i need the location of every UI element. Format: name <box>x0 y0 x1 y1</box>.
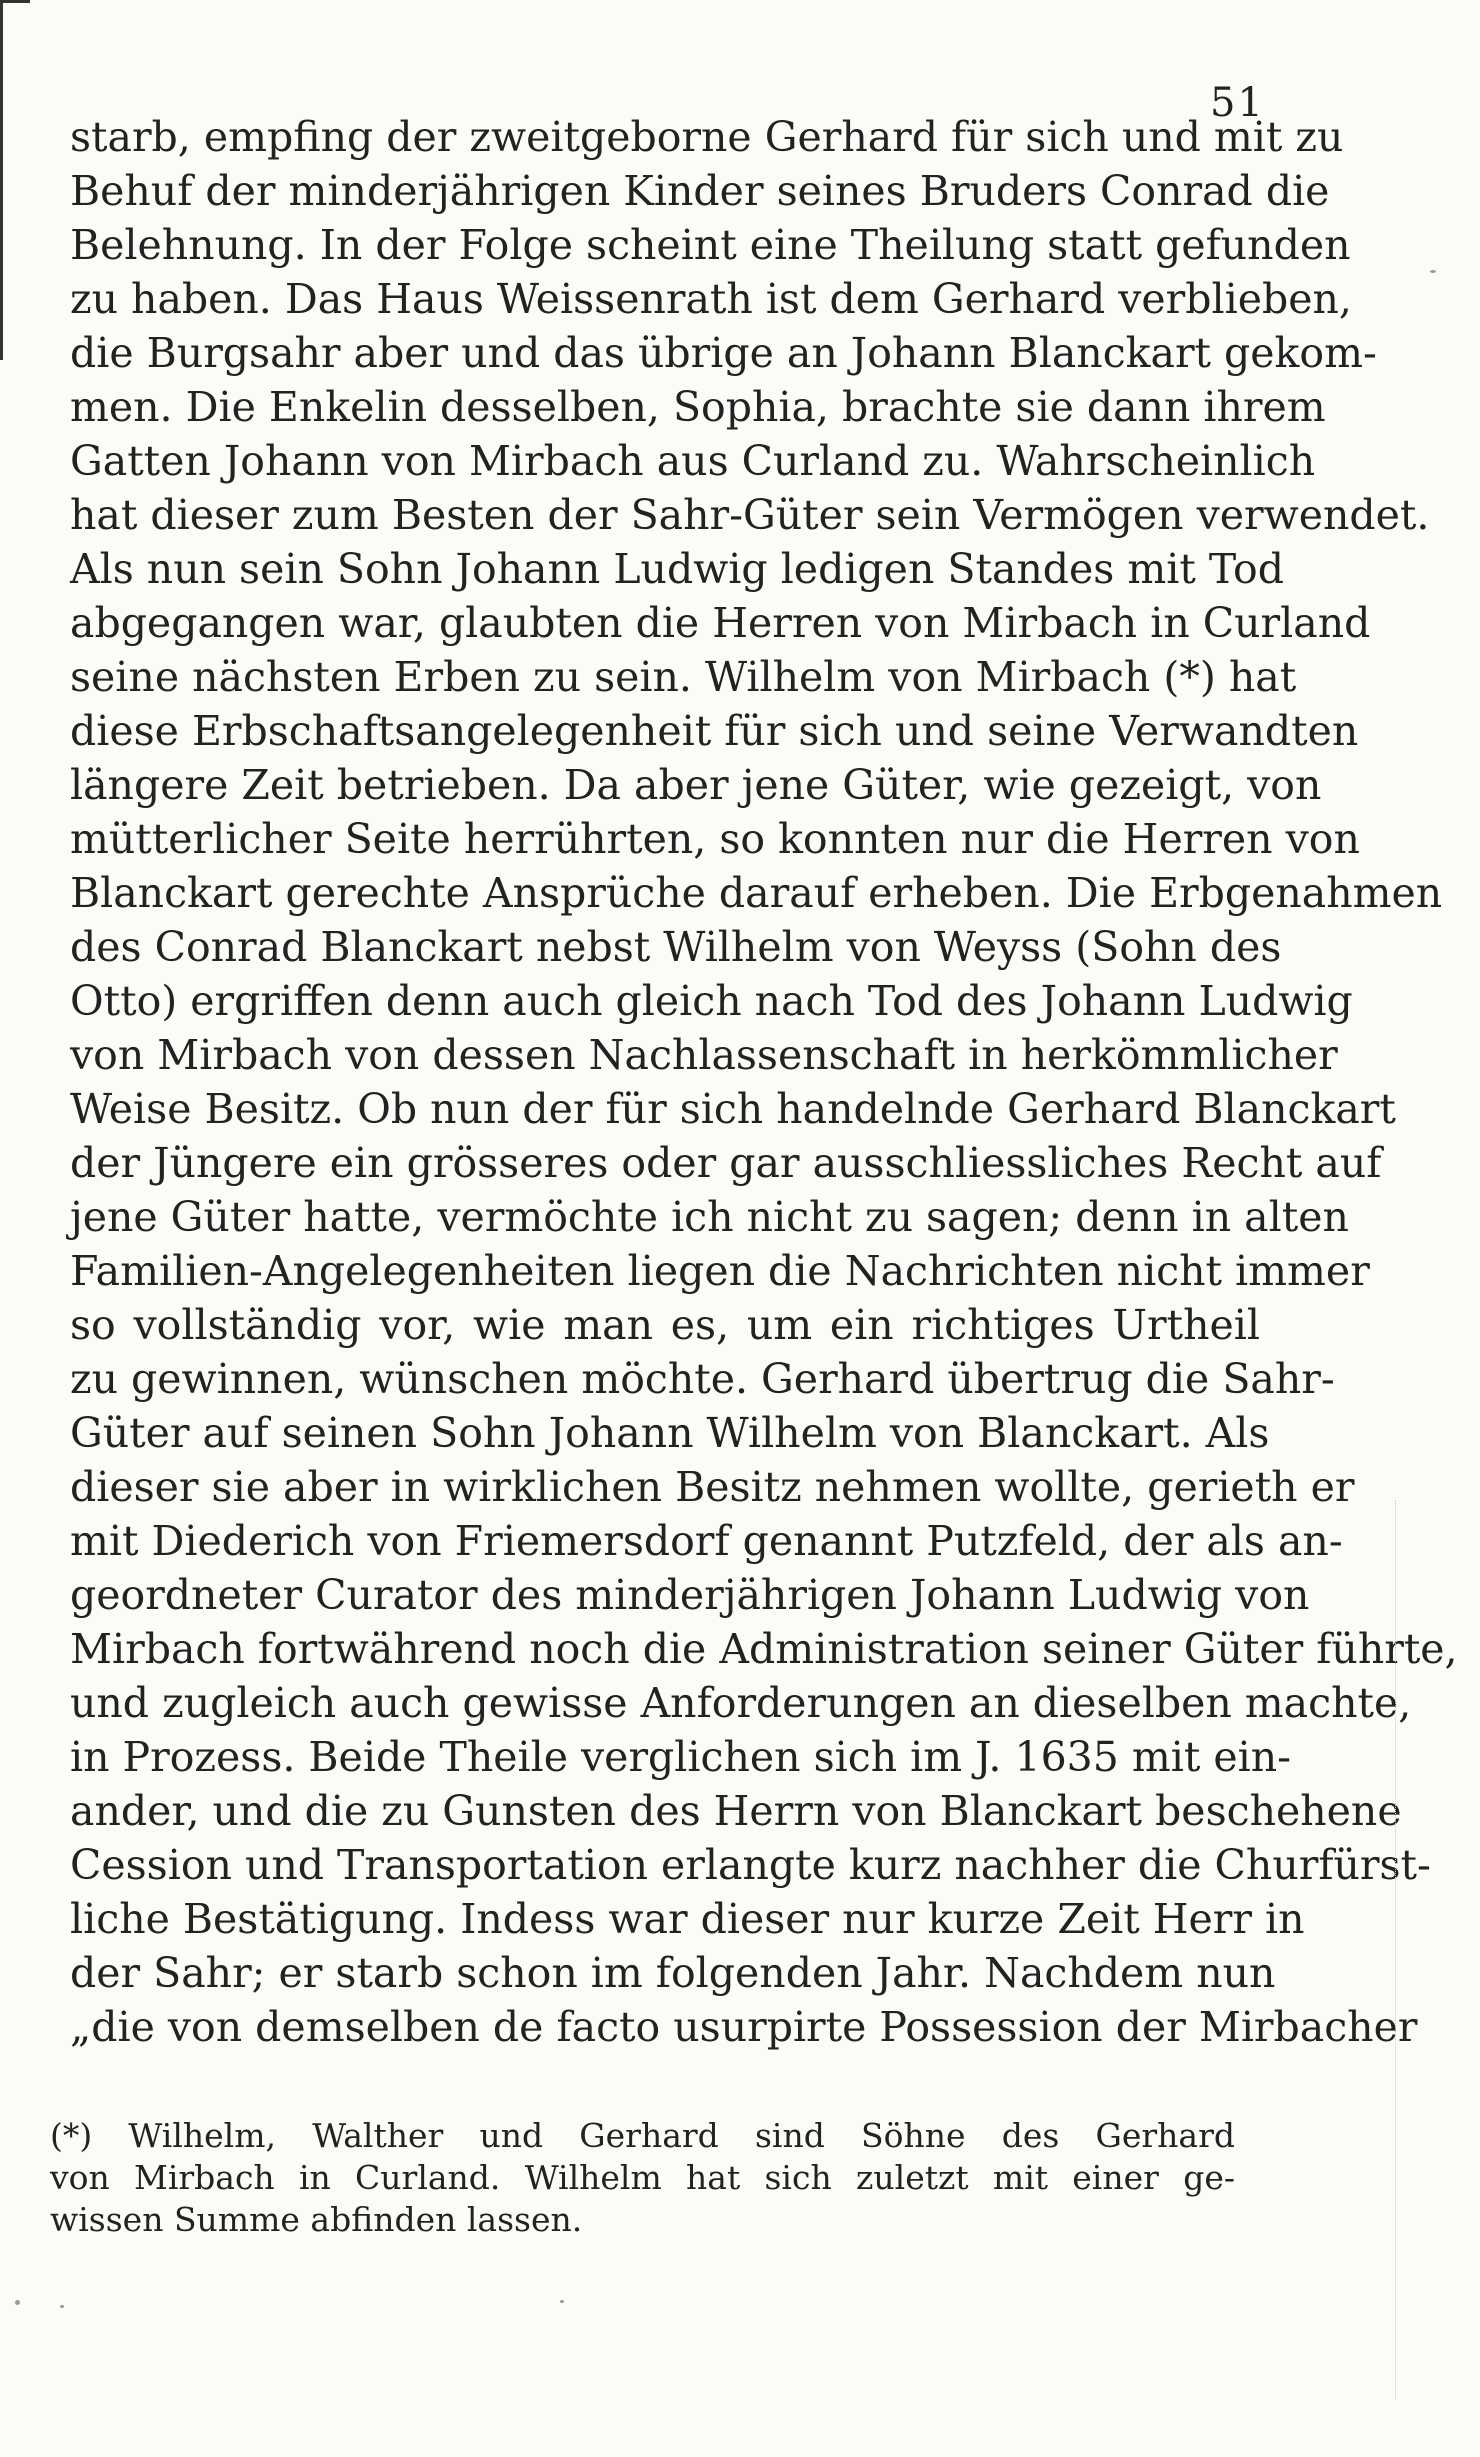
footnote-line: (*) Wilhelm, Walther und Gerhard sind Söhne des Gerhard <box>50 2116 1235 2155</box>
text-line: ander, und die zu Gunsten des Herrn von Blanckart beschehene <box>70 1787 1402 1835</box>
text-line: längere Zeit betrieben. Da aber jene Güter, wie gezeigt, von <box>70 761 1322 809</box>
text-line: abgegangen war, glaubten die Herren von Mirbach in Curland <box>70 599 1371 647</box>
text-line: Belehnung. In der Folge scheint eine Theilung statt gefunden <box>70 221 1351 269</box>
text-line: Mirbach fortwährend noch die Administration seiner Güter führte, <box>70 1625 1458 1673</box>
text-line: Weise Besitz. Ob nun der für sich handelnde Gerhard Blanckart <box>70 1085 1396 1133</box>
text-line: diese Erbschaftsangelegenheit für sich und seine Verwandten <box>70 707 1359 755</box>
text-line: Güter auf seinen Sohn Johann Wilhelm von Blanckart. Als <box>70 1409 1270 1457</box>
text-line: jene Güter hatte, vermöchte ich nicht zu sagen; denn in alten <box>70 1193 1349 1241</box>
text-line: Otto) ergriffen denn auch gleich nach Tod des Johann Ludwig <box>70 977 1353 1025</box>
text-line: men. Die Enkelin desselben, Sophia, brachte sie dann ihrem <box>70 383 1326 431</box>
text-line: mütterlicher Seite herrührten, so konnten nur die Herren von <box>70 815 1360 863</box>
margin-marks <box>1395 1500 1416 2400</box>
text-line: Blanckart gerechte Ansprüche darauf erheben. Die Erbgenahmen <box>70 869 1443 917</box>
scan-speck <box>1430 270 1436 273</box>
text-line: Cession und Transportation erlangte kurz nachher die Churfürst- <box>70 1841 1431 1889</box>
footnote <box>50 2115 1235 2241</box>
text-line: des Conrad Blanckart nebst Wilhelm von Weyss (Sohn des <box>70 923 1282 971</box>
scan-speck <box>560 2300 564 2303</box>
page-number: 51 <box>1210 80 1265 126</box>
text-line: der Jüngere ein grösseres oder gar ausschliessliches Recht auf <box>70 1139 1382 1187</box>
text-line: starb, empfing der zweitgeborne Gerhard für sich und mit zu <box>70 113 1344 161</box>
scan-speck <box>60 2305 64 2308</box>
text-line: „die von demselben de facto usurpirte Possession der Mirbacher <box>70 2003 1418 2051</box>
text-line: und zugleich auch gewisse Anforderungen an dieselben machte, <box>70 1679 1412 1727</box>
text-line: Behuf der minderjährigen Kinder seines Bruders Conrad die <box>70 167 1330 215</box>
text-line: geordneter Curator des minderjährigen Johann Ludwig von <box>70 1571 1310 1619</box>
body-text <box>70 110 1458 2054</box>
footnote-line: von Mirbach in Curland. Wilhelm hat sich zuletzt mit einer ge- <box>50 2158 1235 2197</box>
text-line: mit Diederich von Friemersdorf genannt Putzfeld, der als an- <box>70 1517 1343 1565</box>
text-line: liche Bestätigung. Indess war dieser nur kurze Zeit Herr in <box>70 1895 1305 1943</box>
text-line: von Mirbach von dessen Nachlassenschaft in herkömmlicher <box>70 1031 1338 1079</box>
text-line: dieser sie aber in wirklichen Besitz nehmen wollte, gerieth er <box>70 1463 1355 1511</box>
text-line: in Prozess. Beide Theile verglichen sich im J. 1635 mit ein- <box>70 1733 1291 1781</box>
text-line: Als nun sein Sohn Johann Ludwig ledigen Standes mit Tod <box>70 545 1284 593</box>
page-edge <box>0 0 10 360</box>
scan-speck <box>15 2300 20 2305</box>
text-line: hat dieser zum Besten der Sahr-Güter sein Vermögen verwendet. <box>70 491 1430 539</box>
text-line: der Sahr; er starb schon im folgenden Jahr. Nachdem nun <box>70 1949 1276 1997</box>
footnote-line: wissen Summe abfinden lassen. <box>50 2200 583 2239</box>
text-line: Familien-Angelegenheiten liegen die Nachrichten nicht immer <box>70 1247 1370 1295</box>
text-line: so vollständig vor, wie man es, um ein richtiges Urtheil <box>70 1301 1260 1349</box>
text-line: Gatten Johann von Mirbach aus Curland zu. Wahrscheinlich <box>70 437 1316 485</box>
text-line: seine nächsten Erben zu sein. Wilhelm von Mirbach (*) hat <box>70 653 1297 701</box>
text-line: zu gewinnen, wünschen möchte. Gerhard übertrug die Sahr- <box>70 1355 1335 1403</box>
text-line: zu haben. Das Haus Weissenrath ist dem Gerhard verblieben, <box>70 275 1352 323</box>
text-line: die Burgsahr aber und das übrige an Johann Blanckart gekom- <box>70 329 1377 377</box>
